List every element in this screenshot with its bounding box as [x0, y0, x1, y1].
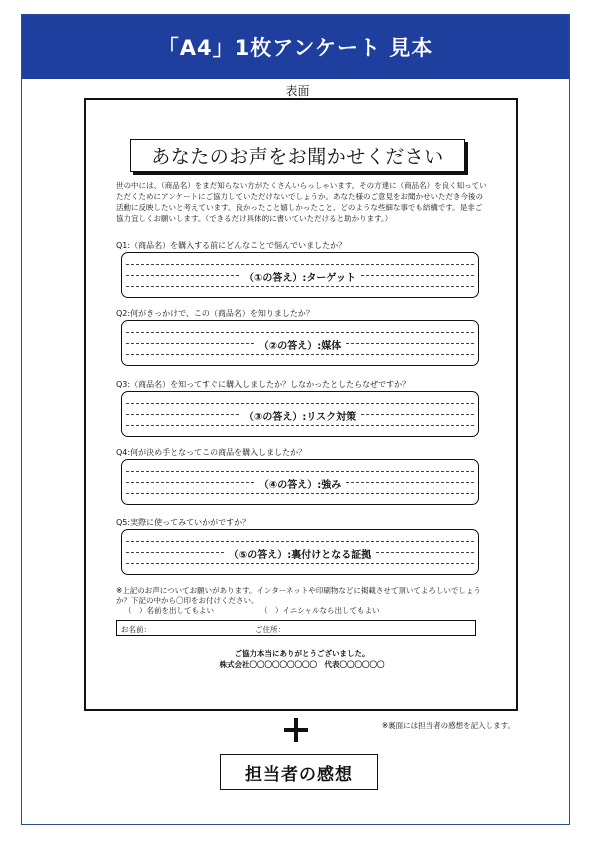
answer-box-1[interactable]	[121, 252, 479, 298]
sheet-title: あなたのお声をお聞かせください	[130, 139, 465, 172]
plus-icon	[284, 718, 308, 742]
answer-label-1: （①の答え）:ターゲット	[122, 269, 478, 284]
answer-line	[126, 563, 474, 564]
answer-line	[126, 332, 474, 333]
answer-box-2[interactable]	[121, 320, 479, 366]
answer-label-5: （⑤の答え）:裏付けとなる証拠	[122, 546, 478, 561]
answer-box-3[interactable]	[121, 391, 479, 437]
question-1: Q1:（商品名）を購入する前にどんなことで悩んでいましたか？	[116, 241, 347, 250]
answer-box-5[interactable]	[121, 529, 479, 575]
staff-impression-box: 担当者の感想	[220, 754, 378, 790]
answer-line	[126, 471, 474, 472]
answer-line	[126, 286, 474, 287]
intro-text: 世の中には、（商品名）をまだ知らない方がたくさんいらっしゃいます。その方達に（商品名）を良く知っていただくためにアンケートにご協力していただけないでしょうか。あなた様のご意見をお聞かせいただき今後の活動に反映したいと考えています。良かったこと嬉しかったこと、どのような些細な事でも結構です。是非ご協力宜しくお願いします。（できるだけ具体的に書いていただけると助かります。）	[116, 181, 487, 223]
answer-line	[126, 541, 474, 542]
answer-label-4: （④の答え）:強み	[122, 476, 478, 491]
page-banner	[22, 15, 569, 79]
thanks-message: ご協力本当にありがとうございました。 株式会社〇〇〇〇〇〇〇〇〇 代表〇〇〇〇〇〇	[219, 649, 385, 669]
answer-line	[126, 264, 474, 265]
option-full-name[interactable]: （ ）名前を出してもよい	[124, 606, 214, 615]
answer-box-4[interactable]	[121, 459, 479, 505]
question-5: Q5:実際に使ってみていかがですか？	[116, 518, 251, 527]
name-label: お名前：	[121, 625, 151, 634]
answer-label-2: （②の答え）:媒体	[122, 337, 478, 352]
question-2: Q2:何がきっかけで、この（商品名）を知りましたか？	[116, 309, 314, 318]
answer-line	[126, 354, 474, 355]
option-initials[interactable]: （ ）イニシャルなら出してもよい	[260, 606, 380, 615]
question-4: Q4:何が決め手となってこの商品を購入しましたか？	[116, 448, 307, 457]
answer-label-3: （③の答え）:リスク対策	[122, 408, 478, 423]
signature-box[interactable]	[116, 620, 476, 636]
banner-title: 「A4」1枚アンケート 見本	[157, 36, 434, 60]
consent-text: ※上記のお声についてお願いがあります。インターネットや印刷物などに掲載させて頂いてよろしいでしょうか？下記の中から〇印をお付けください。	[116, 586, 481, 605]
answer-line	[126, 425, 474, 426]
side-label: 表面	[285, 84, 310, 98]
question-3: Q3:（商品名）を知ってすぐに購入しましたか？しなかったとしたらなぜですか？	[116, 380, 411, 389]
consent-options	[124, 606, 380, 616]
answer-line	[126, 403, 474, 404]
answer-line	[126, 493, 474, 494]
address-label: ご住所：	[255, 625, 285, 634]
back-side-note: ※裏面には担当者の感想を記入します。	[381, 721, 515, 730]
